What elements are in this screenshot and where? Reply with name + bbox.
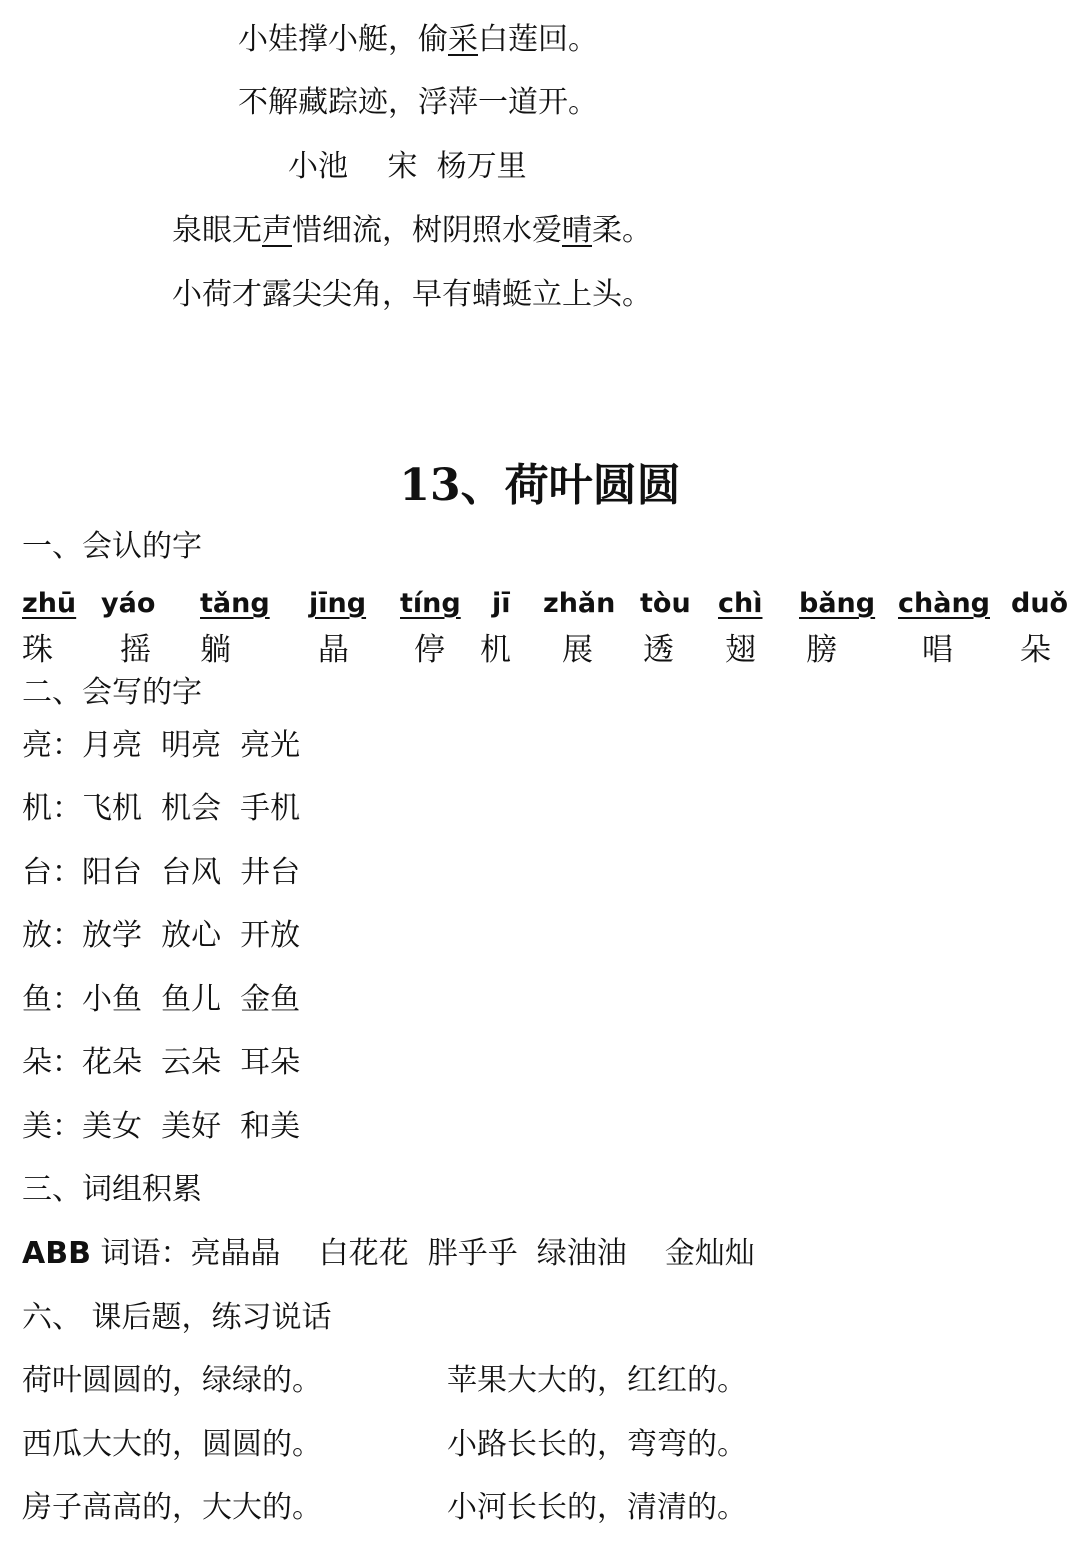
section-heading-2: 二、会写的字	[22, 675, 202, 710]
write-word-row: 机：飞机 机会 手机	[22, 791, 301, 826]
poem-text: 柔。	[592, 213, 652, 248]
poem1-line-1	[238, 20, 598, 60]
hanzi-8: 翅	[725, 632, 756, 668]
pinyin-9: bǎng	[799, 588, 876, 619]
hanzi-6: 展	[562, 632, 593, 668]
practice-right: 小河长长的，清清的。	[447, 1490, 747, 1525]
pinyin-4: tíng	[400, 588, 461, 619]
practice-left: 荷叶圆圆的，绿绿的。	[22, 1363, 322, 1398]
poem-text: 惜细流，树阴照水爱	[292, 213, 562, 248]
hanzi-11: 朵	[1020, 632, 1051, 668]
write-word-row: 鱼：小鱼 鱼儿 金鱼	[22, 982, 301, 1017]
pinyin-8: chì	[718, 588, 763, 619]
poem-text: 小娃撑小艇，偷	[238, 22, 448, 57]
pinyin-3: jīng	[309, 588, 367, 619]
practice-left: 西瓜大大的，圆圆的。	[22, 1427, 322, 1462]
poem-text: 白莲回。	[478, 22, 598, 57]
write-word-row: 美：美女 美好 和美	[22, 1109, 301, 1144]
practice-left: 房子高高的，大大的。	[22, 1490, 322, 1525]
write-word-row: 朵：花朵 云朵 耳朵	[22, 1045, 301, 1080]
pinyin-11: duǒ	[1011, 588, 1069, 619]
poem1-line-2: 不解藏踪迹，浮萍一道开。	[238, 85, 598, 120]
pinyin-0: zhū	[22, 588, 77, 619]
hanzi-7: 透	[643, 632, 674, 668]
write-word-row: 台：阳台 台风 井台	[22, 855, 301, 890]
abb-text: 词语：亮晶晶 白花花 胖乎乎 绿油油 金灿灿	[90, 1236, 755, 1271]
write-word-row: 亮：月亮 明亮 亮光	[22, 728, 301, 763]
hanzi-2: 躺	[200, 632, 231, 668]
pinyin-2: tǎng	[200, 588, 270, 619]
underlined-char: 晴	[562, 213, 592, 248]
pinyin-6: zhǎn	[543, 588, 616, 619]
poem2-header: 小池 宋 杨万里	[288, 149, 527, 184]
pinyin-7: tòu	[640, 588, 691, 619]
abb-words	[22, 1234, 755, 1274]
pinyin-1: yáo	[101, 588, 156, 619]
underlined-char: 声	[262, 213, 292, 248]
pinyin-5: jī	[492, 588, 511, 619]
section-heading-6: 六、 课后题，练习说话	[22, 1300, 332, 1335]
hanzi-4: 停	[414, 632, 445, 668]
underlined-char: 采	[448, 22, 478, 57]
practice-right: 小路长长的，弯弯的。	[447, 1427, 747, 1462]
hanzi-5: 机	[480, 632, 511, 668]
poem2-line-2: 小荷才露尖尖角，早有蜻蜓立上头。	[172, 277, 652, 312]
write-word-row: 放：放学 放心 开放	[22, 918, 301, 953]
practice-right: 苹果大大的，红红的。	[447, 1363, 747, 1398]
section-heading-1: 一、会认的字	[22, 529, 202, 564]
hanzi-0: 珠	[22, 632, 53, 668]
poem2-line-1	[172, 211, 652, 251]
section-heading-3: 三、词组积累	[22, 1172, 202, 1207]
hanzi-3: 晶	[318, 632, 349, 668]
pinyin-10: chàng	[898, 588, 990, 619]
hanzi-1: 摇	[120, 632, 151, 668]
lesson-title: 13、荷叶圆圆	[399, 460, 681, 511]
poem-text: 泉眼无	[172, 213, 262, 248]
hanzi-10: 唱	[922, 632, 953, 668]
abb-label: ABB	[22, 1236, 91, 1271]
hanzi-9: 膀	[806, 632, 837, 668]
